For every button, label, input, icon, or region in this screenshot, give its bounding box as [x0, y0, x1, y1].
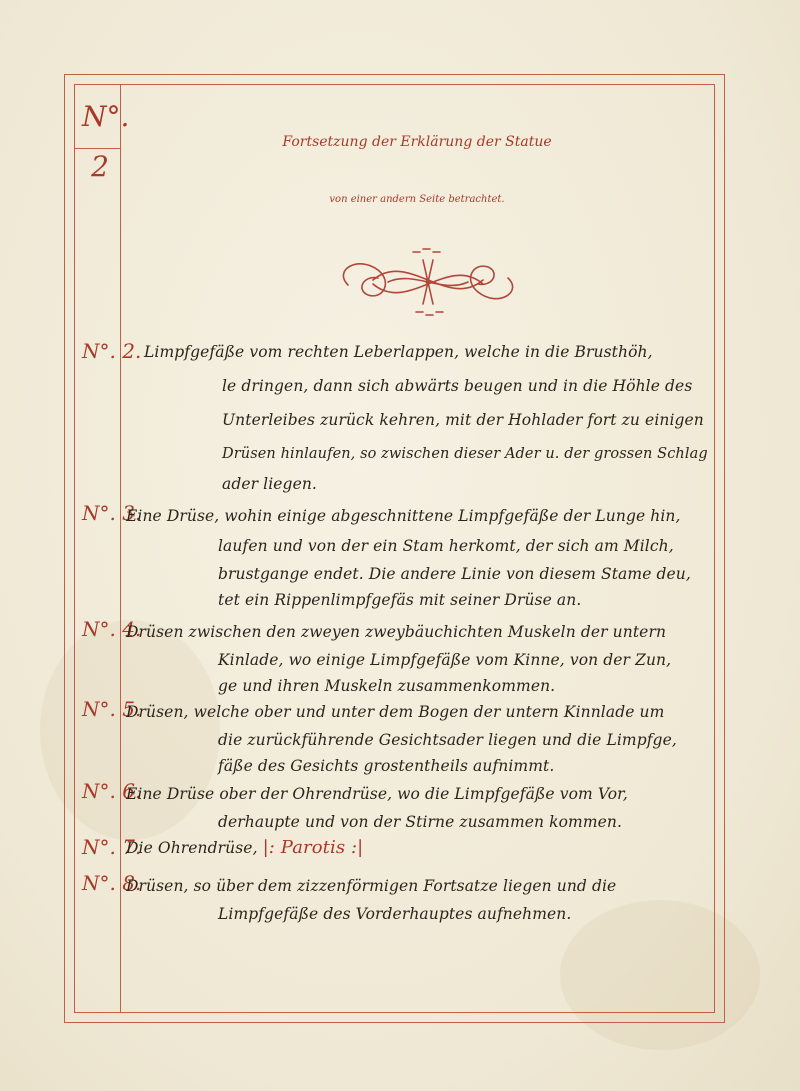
entry-text-line: brustgange endet. Die andere Linie von diesem Stame deu,: [218, 565, 691, 583]
entry-text-line: laufen und von der ein Stam herkomt, der sich am Milch,: [218, 537, 674, 555]
page-title-line-2: von einer andern Seite betrachtet.: [329, 194, 505, 205]
entry-number: N°. 4.: [82, 617, 142, 641]
entry-text-line: Drüsen hinlaufen, so zwischen dieser Ader u. der grossen Schlag: [222, 446, 708, 462]
entry-number: N°. 6.: [82, 779, 142, 803]
entry-text-line: Drüsen, welche ober und unter dem Bogen der untern Kinnlade um: [126, 703, 665, 721]
entry-text-line: fäße des Gesichts grostentheils aufnimmt.: [218, 757, 555, 775]
page-title-line-1: Fortsetzung der Erklärung der Statue: [282, 134, 552, 150]
entry-text-line: Kinlade, wo einige Limpfgefäße vom Kinne, von der Zun,: [218, 651, 672, 669]
entry-text-line: tet ein Rippenlimpfgefäs mit seiner Drüse an.: [218, 591, 582, 609]
entry-text-line: Limpfgefäße des Vorderhauptes aufnehmen.: [218, 905, 572, 923]
page-number: N°. 2: [82, 100, 130, 183]
entry-text-line: die zurückführende Gesichtsader liegen und die Limpfge,: [218, 731, 677, 749]
entry-text-line: Drüsen, so über dem zizzenförmigen Fortsatze liegen und die: [126, 877, 617, 895]
entry-number: N°. 2.: [82, 339, 142, 363]
entry-text-line: Unterleibes zurück kehren, mit der Hohlader fort zu einigen: [222, 411, 704, 429]
entry-text-line: ader liegen.: [222, 475, 317, 493]
entry-text-line: Drüsen zwischen den zweyen zweybäuchichten Muskeln der untern: [126, 623, 667, 641]
entry-text: Die Ohrendrüse,: [126, 839, 258, 857]
entry-number: N°. 8.: [82, 871, 142, 895]
entry-text-line: Limpfgefäße vom rechten Leberlappen, welche in die Brusthöh,: [144, 343, 653, 361]
entry-text-line: le dringen, dann sich abwärts beugen und in die Höhle des: [222, 377, 693, 395]
latin-term: |: Parotis :|: [262, 837, 364, 858]
entry-text-line: Eine Drüse, wohin einige abgeschnittene Limpfgefäße der Lunge hin,: [126, 507, 681, 525]
entry-number: N°. 7.: [82, 835, 142, 859]
entry-text-line: [126, 834, 363, 862]
entry-number: N°. 3.: [82, 501, 142, 525]
calligraphic-flourish-icon: [328, 240, 528, 320]
entry-text-line: Eine Drüse ober der Ohrendrüse, wo die Limpfgefäße vom Vor,: [126, 785, 628, 803]
entry-number: N°. 5.: [82, 697, 142, 721]
entry-text-line: derhaupte und von der Stirne zusammen kommen.: [218, 813, 623, 831]
entry-text-line: ge und ihren Muskeln zusammenkommen.: [218, 677, 556, 695]
